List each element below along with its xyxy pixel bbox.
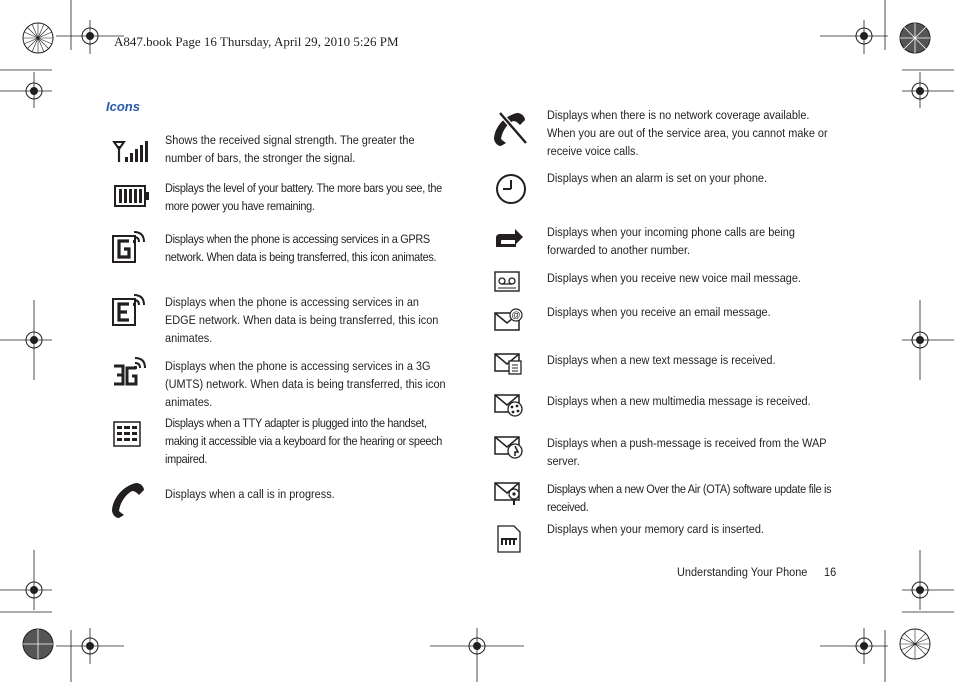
push-message-description: Displays when a push-message is received from the WAP server. — [547, 436, 827, 468]
page-number: 16 — [824, 565, 837, 579]
registration-mark-mid-left — [0, 300, 60, 380]
book-header: A847.book Page 16 Thursday, April 29, 2010 5:26 PM — [114, 34, 399, 49]
battery-level-description: Displays the level of your battery. The more bars you see, the more power you have remaining. — [165, 181, 442, 213]
push-message-icon — [494, 436, 524, 460]
gprs-icon — [112, 229, 148, 263]
no-network-icon — [492, 109, 530, 147]
call-forwarding-description: Displays when your incoming phone calls are being forwarded to another number. — [547, 225, 795, 257]
memory-card-description: Displays when your memory card is inserted. — [547, 522, 764, 536]
ota-update-icon — [494, 482, 524, 506]
email-icon — [494, 308, 524, 332]
edge-description: Displays when the phone is accessing services in an EDGE network. When data is being transferred, this icon animates. — [165, 295, 439, 345]
registration-mark-bottom-center — [430, 620, 524, 682]
alarm-description: Displays when an alarm is set on your phone. — [547, 171, 768, 185]
tty-description: Displays when a TTY adapter is plugged into the handset, making it accessible via a keyboard for the hearing or speech impaired. — [165, 416, 442, 466]
footer-section-name: Understanding Your Phone — [677, 565, 808, 579]
voice-mail-icon — [494, 271, 520, 293]
svg-text:@: @ — [511, 310, 521, 320]
text-message-icon — [494, 353, 524, 375]
edge-icon — [112, 292, 148, 326]
tty-icon — [113, 421, 141, 447]
multimedia-message-icon — [494, 394, 524, 418]
battery-level-icon — [114, 184, 150, 208]
registration-mark-mid-right — [894, 300, 954, 380]
ota-update-description: Displays when a new Over the Air (OTA) software update file is received. — [547, 482, 832, 514]
gprs-description: Displays when the phone is accessing services in a GPRS network. When data is being transferred, this icon animates. — [165, 232, 437, 264]
call-in-progress-icon — [111, 481, 145, 519]
section-title: Icons — [106, 99, 140, 114]
email-description: Displays when you receive an email message. — [547, 305, 771, 319]
no-network-description: Displays when there is no network coverage available. When you are out of the service area, you cannot make or receive voice calls. — [547, 108, 828, 158]
3g-description: Displays when the phone is accessing services in a 3G (UMTS) network. When data is being transferred, this icon animates. — [165, 359, 446, 409]
registration-mark-bottom-left — [0, 550, 140, 682]
call-in-progress-description: Displays when a call is in progress. — [165, 487, 335, 501]
alarm-icon — [494, 172, 528, 206]
call-forwarding-icon — [493, 227, 525, 249]
multimedia-message-description: Displays when a new multimedia message is received. — [547, 394, 811, 408]
signal-strength-icon — [112, 140, 150, 164]
voice-mail-description: Displays when you receive new voice mail message. — [547, 271, 801, 285]
text-message-description: Displays when a new text message is received. — [547, 353, 776, 367]
3g-icon — [112, 356, 148, 388]
memory-card-icon — [496, 524, 522, 554]
signal-strength-description: Shows the received signal strength. The greater the number of bars, the stronger the signal. — [165, 133, 415, 165]
